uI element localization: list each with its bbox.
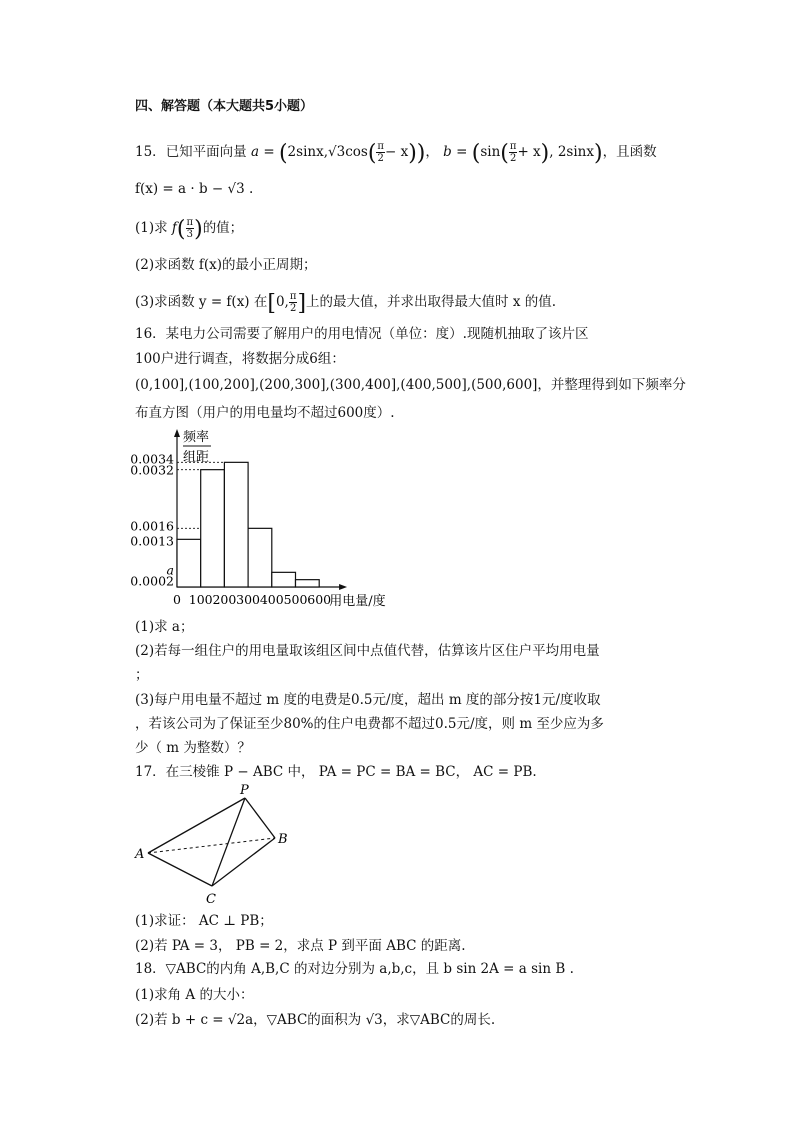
vec-a-cos: cos <box>345 144 368 160</box>
x-tick-label: 400 <box>259 592 284 607</box>
y-tick-label: 0.0013 <box>130 533 174 549</box>
q18-line1: 18．▽ABC的内角 A,B,C 的对边分别为 a,b,c，且 b sin 2A = a sin B . <box>135 961 574 977</box>
q15-part1: (1)求 f( $\frac{\pi}{3}$ )的值； <box>135 217 244 242</box>
q15-line1: 15．已知平面向量 a = (2sinx,√3cos( $\frac{\pi}{2}$ − x))， b = (sin( $\frac{\pi}{2}$ + x), 2sinx)，且函数 <box>135 141 657 166</box>
q15-function-def: f(x) = a · b − √3 . <box>135 181 254 197</box>
edge-pb <box>245 798 275 838</box>
y-tick-label: 0.0034 <box>130 451 174 467</box>
tetrahedron-diagram <box>130 783 300 908</box>
histogram-bar <box>201 470 225 587</box>
q16-line1: 16．某电力公司需要了解用户的用电情况（单位：度）.现随机抽取了该片区 <box>135 326 589 342</box>
x-tick-label: 500 <box>283 592 308 607</box>
q17-part2: (2)若 PA = 3， PB = 2，求点 P 到平面 ABC 的距离. <box>135 938 466 954</box>
q17-part1: (1)求证： AC ⊥ PB； <box>135 913 273 929</box>
y-tick-label: 0.0032 <box>130 462 174 478</box>
q15-and-func: ，且函数 <box>602 144 657 160</box>
frequency-histogram <box>130 425 420 615</box>
vec-b-plus-x: + x <box>517 144 541 160</box>
x-tick-label: 0 <box>173 592 181 607</box>
q15-part2: (2)求函数 f(x)的最小正周期； <box>135 257 317 273</box>
vec-b-sin: sin <box>480 144 501 160</box>
histogram-bar <box>296 580 320 587</box>
q16-line4: 布直方图（用户的用电量均不超过600度）. <box>135 405 395 421</box>
x-tick-label: 300 <box>236 592 261 607</box>
vec-a-sqrt: 3 <box>336 144 346 160</box>
q17-line1: 17．在三棱锥 P − ABC 中， PA = PC = BA = BC， AC = PB. <box>135 764 537 780</box>
fraction-pi-3: $\frac{\pi}{3}$ <box>186 217 194 240</box>
x-axis-label: 用电量/度 <box>329 594 386 609</box>
y-tick-label: 0.0016 <box>130 518 174 534</box>
q15-part3: (3)求函数 y = f(x) 在[0, $\frac{\pi}{2}$ ]上的最大值，并求出取得最大值时 x 的值. <box>135 291 557 316</box>
fraction-pi-2: $\frac{\pi}{2}$ <box>377 141 384 164</box>
histogram-bar <box>272 572 296 587</box>
fraction-pi-2-interval: $\frac{\pi}{2}$ <box>289 291 297 314</box>
x-tick-label: 600 <box>307 592 332 607</box>
q16-part3a: (3)每户用电量不超过 m 度的电费是0.5元/度，超出 m 度的部分按1元/度收取 <box>135 692 601 708</box>
edge-ab-hidden <box>148 838 275 853</box>
vec-a-minus-x: − x <box>384 144 409 160</box>
q16-part2b: ； <box>135 667 149 683</box>
vertex-label-b: B <box>278 832 288 847</box>
vector-a: a <box>250 144 260 160</box>
fraction-pi-2-b: $\frac{\pi}{2}$ <box>509 141 517 164</box>
histogram-bar <box>177 539 201 587</box>
edge-pa <box>148 798 245 853</box>
edge-ac <box>148 853 212 886</box>
q15-number: 15． <box>135 144 166 160</box>
vertex-label-p: P <box>240 783 249 798</box>
x-tick-label: 100 <box>188 592 213 607</box>
q16-part3c: 少（ m 为整数）？ <box>135 740 251 756</box>
q15-comma: ， <box>425 144 439 160</box>
section-title: 四、解答题（本大题共5小题） <box>135 99 314 114</box>
q18-part1: (1)求角 A 的大小： <box>135 987 254 1003</box>
q15-intro: 已知平面向量 <box>165 144 247 160</box>
y-axis-arrow <box>174 429 180 437</box>
y-axis-label-bottom: 组距 <box>183 450 210 465</box>
x-tick-label: 200 <box>212 592 237 607</box>
q16-part1: (1)求 a； <box>135 619 194 635</box>
x-axis-arrow <box>339 584 347 590</box>
q16-part2a: (2)若每一组住户的用电量取该组区间中点值代替，估算该片区住户平均用电量 <box>135 643 600 659</box>
histogram-bar <box>224 462 248 587</box>
vec-b-part2: , 2sinx <box>549 144 594 160</box>
vertex-label-a: A <box>135 847 145 862</box>
q16-line2: 100户进行调查，将数据分成6组： <box>135 351 345 367</box>
q18-part2: (2)若 b + c = √2a，▽ABC的面积为 √3，求▽ABC的周长. <box>135 1012 496 1028</box>
vector-b: b <box>443 144 452 160</box>
q16-line3: (0,100],(100,200],(200,300],(300,400],(400,500],(500,600]，并整理得到如下频率分 <box>135 377 686 393</box>
y-tick-label: a <box>166 562 174 578</box>
histogram-bar <box>248 528 272 587</box>
vec-a-part1: 2sinx, <box>287 144 328 160</box>
vertex-label-c: C <box>206 892 216 907</box>
q16-part3b: ，若该公司为了保证至少80%的住户电费都不超过0.5元/度，则 m 至少应为多 <box>135 716 604 732</box>
y-axis-label-top: 频率 <box>183 430 210 445</box>
y-tick-label: 0.0002 <box>130 573 174 589</box>
